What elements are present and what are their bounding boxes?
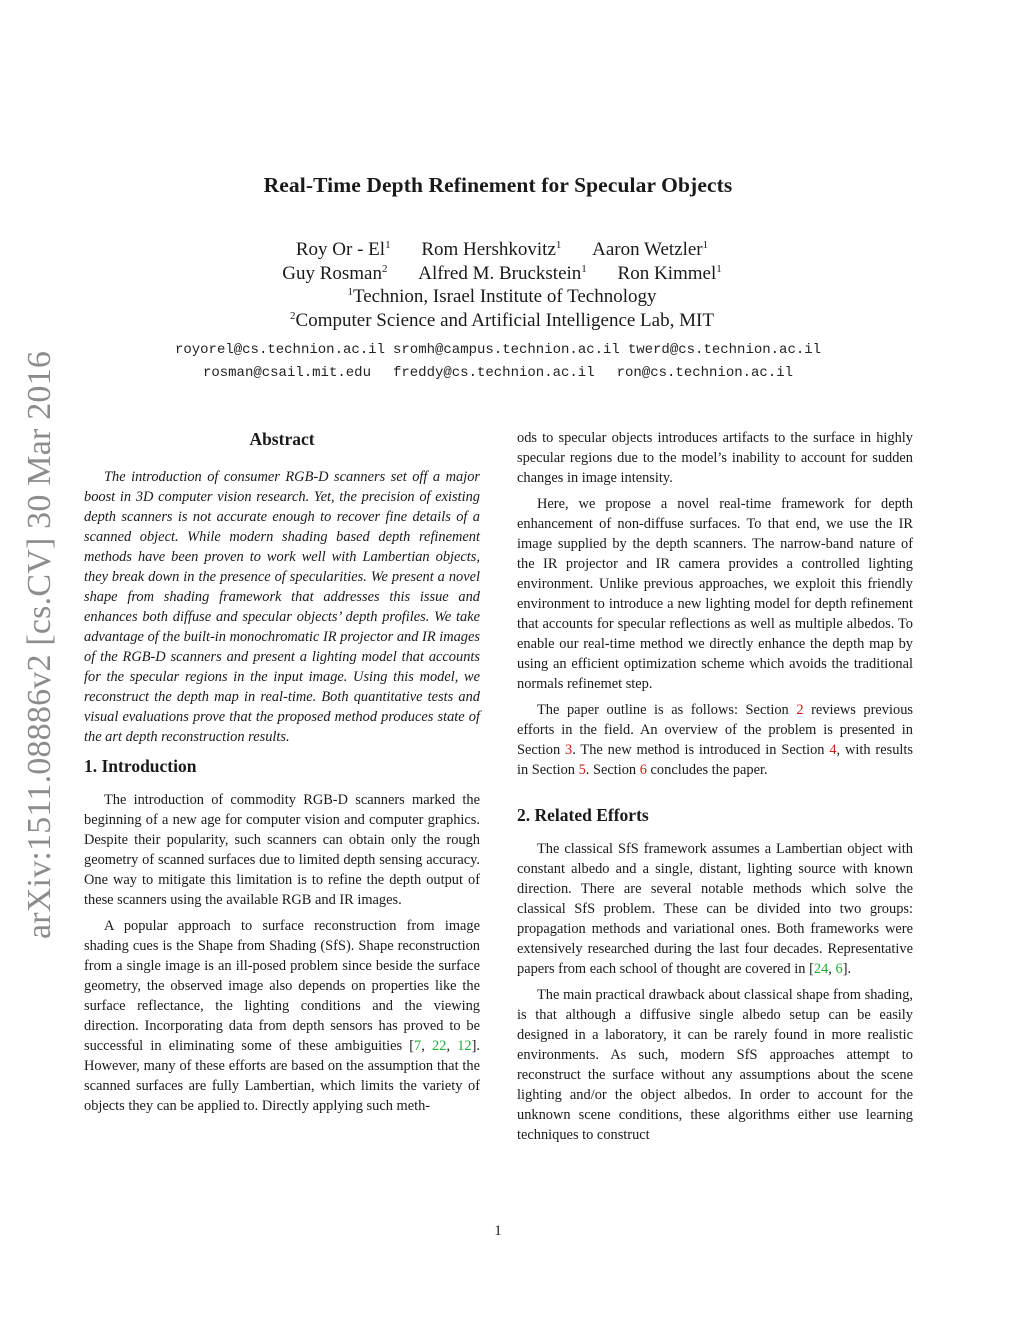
paper-title: Real-Time Depth Refinement for Specular Objects (263, 173, 733, 197)
affiliation-1: $^1$Technion, Israel Institute of Technology (347, 286, 657, 307)
abstract-body (84, 467, 480, 747)
email-address: freddy@cs.technion.ac.il (392, 365, 595, 381)
affiliation-2: $^2$Computer Science and Artificial Intelligence Lab, MIT (290, 309, 714, 331)
citation-link[interactable]: 24 (813, 961, 829, 977)
related-paragraph-2: The main practical drawback about classical shape from shading, is that although a diffusive single albedo setup can be easily designed in a laboratory, it can be rarely found in more realistic environments. As such, modern SfS approaches attempt to reconstruct the surface without any assumptions about the scene lighting and/or the object albedos. In order to account for the unknown scene conditions, these algorithms either use learning techniques to construct (517, 987, 913, 1143)
email-line-1 (0, 339, 996, 362)
author: Ron Kimmel$^1$ (617, 262, 722, 284)
section-link[interactable]: 5 (578, 762, 586, 778)
abstract-paragraph: The introduction of consumer RGB-D scanners set off a major boost in 3D computer vision research. Yet, the precision of existing depth scanners is not accurate enough to recover fine details of a scanned object. While modern shading based depth refinement methods have been proven to work well with Lambertian objects, they break down in the presence of specularities. We present a novel shape from shading framework that addresses this issue and enhances both diffuse and specular objects’ depth profiles. We take advantage of the built-in monochromatic IR projector and IR images of the RGB-D scanners and present a lighting model that accounts for the specular regions in the input image. Using this model, we reconstruct the depth map in real-time. Both quantitative tests and visual evaluations prove that the proposed method produces state of the art depth reconstruction results. (84, 469, 480, 745)
left-column (84, 428, 480, 1116)
related-paragraph-1: The classical SfS framework assumes a Lambertian object with constant albedo and a single, distant, lighting source with known direction. There are several notable methods which solve the classical SfS problem. These can be divided into two groups: propagation methods and variational ones. Both frameworks were extensively researched during the last four decades. Representative papers from each school of thought are covered in [24, 6]. (517, 841, 913, 977)
email-address: sromh@campus.technion.ac.il (392, 342, 620, 358)
author: Alfred M. Bruckstein$^1$ (418, 262, 587, 284)
email-block (0, 339, 996, 385)
right-column (517, 428, 913, 1145)
intro-paragraph-2: A popular approach to surface reconstruction from image shading cues is the Shape from Shading (SfS). Shape reconstruction from a single image is an ill-posed problem since beside the surface geometry, the observed image also depends on properties like the surface reflectance, the lighting conditions and the viewing direction. Incorporating data from depth sensors has proved to be successful in eliminating some of these ambiguities [7, 22, 12]. However, many of these efforts are based on the assumption that the scanned surfaces are fully Lambertian, which limits the variety of objects they can be applied to. Directly applying such meth- (84, 918, 481, 1114)
section-link[interactable]: 2 (796, 702, 804, 718)
section-heading-related-efforts: 2. Related Efforts (517, 805, 649, 825)
author-line-2 (0, 262, 1004, 286)
email-address: royorel@cs.technion.ac.il (174, 342, 385, 358)
abstract-heading: Abstract (249, 429, 315, 449)
intro-paragraph-3: Here, we propose a novel real-time framework for depth enhancement of non-diffuse surfaces. To that end, we use the IR image supplied by the depth scanners. The narrow-band nature of the IR projector and IR camera provides a controlled lighting environment. Unlike previous approaches, we exploit this friendly environment to introduce a new lighting model for depth refinement that accounts for specular reflections as well as multiple albedos. To enable our real-time method we directly enhance the depth map by using an efficient optimization scheme which avoids the traditional normals refinemet step. (517, 496, 913, 692)
email-line-2 (0, 362, 996, 385)
arxiv-identifier-stamp (12, 345, 68, 945)
intro-paragraph-4: The paper outline is as follows: Section 2 reviews previous efforts in the field. An overview of the problem is presented in Section 3. The new method is introduced in Section 4, with results in Section 5. Section 6 concludes the paper. (517, 702, 913, 778)
author-line-1 (0, 238, 1004, 262)
author: Aaron Wetzler$^1$ (592, 239, 709, 260)
citation-link[interactable]: 12 (457, 1038, 472, 1054)
citation-link[interactable]: 22 (432, 1038, 447, 1054)
author: Rom Hershkovitz$^1$ (421, 239, 562, 260)
section-heading-introduction: 1. Introduction (84, 756, 197, 776)
email-address: twerd@cs.technion.ac.il (627, 342, 822, 358)
section-link[interactable]: 4 (829, 742, 837, 758)
email-address: rosman@csail.mit.edu (202, 365, 371, 381)
author: Roy Or - El$^1$ (295, 239, 391, 260)
section-link[interactable]: 6 (639, 762, 647, 778)
arxiv-identifier-text: arXiv:1511.08886v2 [cs.CV] 30 Mar 2016 (21, 350, 59, 940)
author-block (0, 238, 1004, 332)
citation-link[interactable]: 6 (835, 961, 843, 977)
email-address: ron@cs.technion.ac.il (616, 365, 794, 381)
citation-link[interactable]: 7 (414, 1038, 422, 1054)
intro-paragraph-2-continued: ods to specular objects introduces artifacts to the surface in highly specular regions due to the model’s inability to account for sudden changes in image intensity. (517, 430, 913, 486)
intro-paragraph-1: The introduction of commodity RGB-D scanners marked the beginning of a new age for computer vision and computer graphics. Despite their popularity, such scanners can obtain only the rough geometry of scanned surfaces due to limited depth sensing accuracy. One way to mitigate this limitation is to refine the depth output of these scanners using the available RGB and IR images. (84, 792, 480, 908)
author: Guy Rosman$^2$ (282, 262, 388, 284)
section-link[interactable]: 3 (565, 742, 573, 758)
page-number: 1 (494, 1223, 502, 1239)
